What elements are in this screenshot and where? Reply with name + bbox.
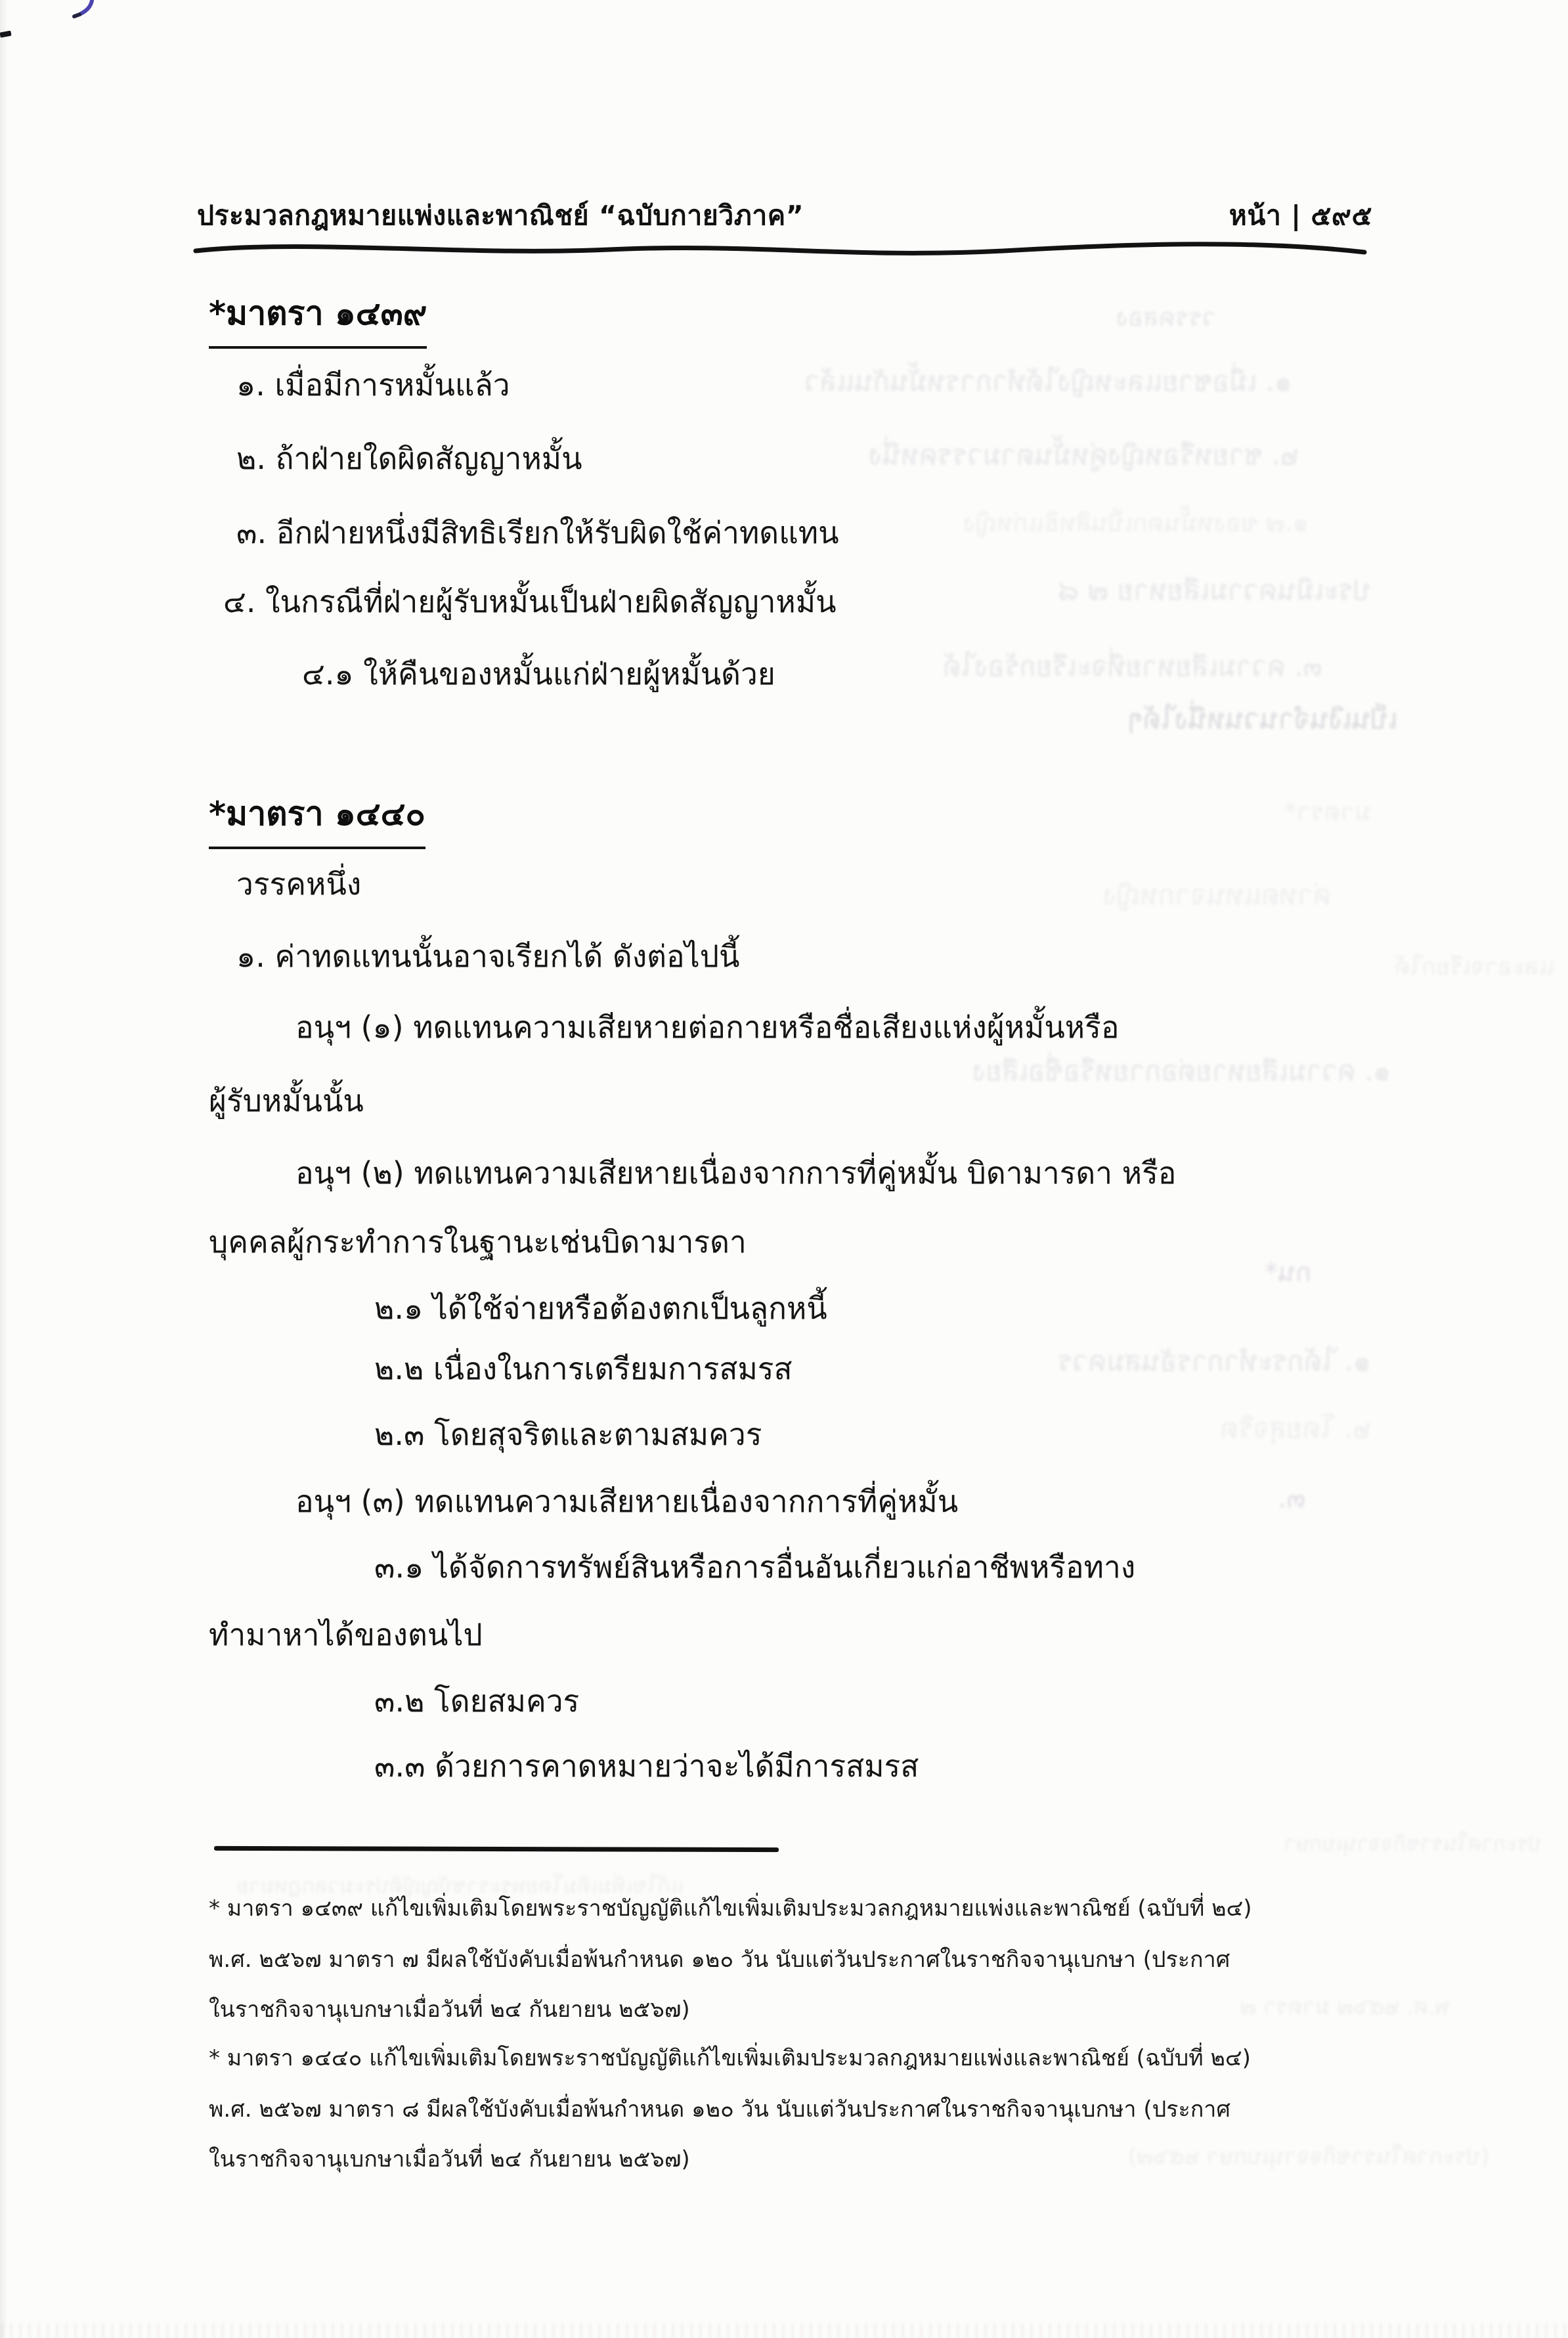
sub-clause: อนุฯ (๒) ทดแทนความเสียหายเนื่องจากการที่คู่หมั้น บิดามารดา หรือ bbox=[295, 1155, 1177, 1191]
bleedthrough-text: กน* bbox=[1265, 1258, 1312, 1288]
bleedthrough-text: แก้ไขเพิ่มเติมโดยพระราชบัญญัติประมวลกฎหมาย bbox=[236, 1873, 684, 1898]
continuation-line: ผู้รับหมั้นนั้น bbox=[209, 1083, 364, 1118]
bleedthrough-text: เป็นเงินจำนวนหนึ่งได้ๆ bbox=[1127, 703, 1397, 735]
bleedthrough-text: ประเมินความเสียหาย ๗ ๘ bbox=[1058, 574, 1371, 606]
list-item: ๑. เมื่อมีการหมั้นแล้ว bbox=[236, 367, 510, 403]
footnote-line: * มาตรา ๑๔๓๙ แก้ไขเพิ่มเติมโดยพระราชบัญญัติแก้ไขเพิ่มเติมประมวลกฎหมายแพ่งและพาณิชย์ (ฉบับที่ ๒๔) bbox=[209, 1895, 1252, 1922]
list-item: ๒. ถ้าฝ่ายใดผิดสัญญาหมั้น bbox=[236, 441, 582, 476]
section-heading: *มาตรา ๑๔๓๙ bbox=[209, 288, 427, 349]
pen-mark-icon bbox=[66, 0, 118, 33]
page-number: หน้า | ๕๙๕ bbox=[1229, 200, 1372, 231]
sub-clause: อนุฯ (๑) ทดแทนความเสียหายต่อกายหรือชื่อเสียงแห่งผู้หมั้นหรือ bbox=[295, 1009, 1120, 1045]
sub-list-item: ๓.๑ ได้จัดการทรัพย์สินหรือการอื่นอันเกี่ยวแก่อาชีพหรือทาง bbox=[374, 1549, 1136, 1585]
sub-clause: อนุฯ (๓) ทดแทนความเสียหายเนื่องจากการที่คู่หมั้น bbox=[295, 1484, 959, 1519]
continuation-line: บุคคลผู้กระทำการในฐานะเช่นบิดามารดา bbox=[209, 1224, 747, 1260]
bleedthrough-text: ประกาศในราชกิจจานุเบกษา bbox=[1283, 1831, 1542, 1856]
bleedthrough-text: ๑.๗ ของหมั้นตกเป็นสิทธิแก่หญิง bbox=[963, 508, 1309, 537]
sub-list-item: ๓.๓ ด้วยการคาดหมายว่าจะได้มีการสมรส bbox=[374, 1748, 919, 1784]
bleedthrough-text: ๑. ความเสียหายต่อกายหรือชื่อเสียง bbox=[972, 1055, 1391, 1087]
paragraph-label: วรรคหนึ่ง bbox=[236, 866, 362, 902]
footnote-line: * มาตรา ๑๔๔๐ แก้ไขเพิ่มเติมโดยพระราชบัญญัติแก้ไขเพิ่มเติมประมวลกฎหมายแพ่งและพาณิชย์ (ฉบับที่ ๒๔) bbox=[209, 2045, 1251, 2071]
footnote-line: พ.ศ. ๒๕๖๗ มาตรา ๘ มีผลใช้บังคับเมื่อพ้นกำหนด ๑๒๐ วัน นับแต่วันประกาศในราชกิจจานุเบกษา (ประกาศ bbox=[209, 2096, 1230, 2123]
bleedthrough-text: วรรคสอง bbox=[1116, 303, 1217, 332]
section-heading: *มาตรา ๑๔๔๐ bbox=[209, 788, 425, 849]
header-divider bbox=[189, 235, 1371, 267]
list-item: ๓. อีกฝ่ายหนึ่งมีสิทธิเรียกให้รับผิดใช้ค่าทดแทน bbox=[236, 515, 839, 550]
bleedthrough-text: ๓. ความเสียหายที่จะเรียกร้องได้ bbox=[942, 650, 1322, 682]
footnote-rule bbox=[214, 1846, 779, 1852]
list-item: ๑. ค่าทดแทนนั้นอาจเรียกได้ ดังต่อไปนี้ bbox=[236, 938, 740, 974]
bleedthrough-text: ๓. bbox=[1277, 1482, 1305, 1514]
list-item: ๔. ในกรณีที่ฝ่ายผู้รับหมั้นเป็นฝ่ายผิดสัญญาหมั้น bbox=[223, 584, 837, 619]
footnote-line: ในราชกิจจานุเบกษาเมื่อวันที่ ๒๔ กันยายน ๒๕๖๗) bbox=[209, 2146, 690, 2173]
bleedthrough-text: มาตรา* bbox=[1284, 797, 1371, 826]
bleedthrough-text: ๒. ชายหรือหญิงคู่หมั้นตามวรรคหนึ่ง bbox=[869, 439, 1299, 471]
footnote-line: ในราชกิจจานุเบกษาเมื่อวันที่ ๒๔ กันยายน ๒๕๖๗) bbox=[209, 1996, 690, 2023]
bleedthrough-text: (ประกาศในราชกิจจานุเบกษา ๒๕๖๗) bbox=[1127, 2144, 1489, 2170]
sub-list-item: ๒.๒ เนื่องในการเตรียมการสมรส bbox=[374, 1351, 793, 1386]
sub-list-item: ๒.๓ โดยสุจริตและตามสมควร bbox=[374, 1417, 762, 1452]
bleedthrough-text: ๑. เมื่อชายและหญิงได้ทำการหมั้นกันแล้ว bbox=[804, 365, 1292, 397]
bleedthrough-text: พ.ศ. ๒๕๖๗ มาตรา ๗ bbox=[1240, 1994, 1450, 2020]
bleedthrough-text: และอาจเรียกได้ bbox=[1395, 954, 1555, 981]
bleedthrough-text: ค่าทดแทนจากหญิง bbox=[1103, 879, 1332, 911]
bleedthrough-text: ๑. ได้กระทำการอันสมควร bbox=[1058, 1345, 1371, 1377]
scan-noise-strip bbox=[0, 2324, 1568, 2338]
page-header-title: ประมวลกฎหมายแพ่งและพาณิชย์ “ฉบับกายวิภาค” bbox=[197, 200, 804, 231]
sub-list-item: ๒.๑ ได้ใช้จ่ายหรือต้องตกเป็นลูกหนี้ bbox=[374, 1290, 827, 1326]
scan-edge-shadow bbox=[0, 0, 8, 2338]
bleedthrough-text: ๒. โดยสุจริต bbox=[1221, 1412, 1371, 1444]
ink-smudge bbox=[0, 31, 12, 38]
continuation-line: ทำมาหาได้ของตนไป bbox=[209, 1617, 483, 1652]
sub-list-item: ๔.๑ ให้คืนของหมั้นแก่ฝ่ายผู้หมั้นด้วย bbox=[302, 656, 775, 692]
footnote-line: พ.ศ. ๒๕๖๗ มาตรา ๗ มีผลใช้บังคับเมื่อพ้นกำหนด ๑๒๐ วัน นับแต่วันประกาศในราชกิจจานุเบกษา (ประกาศ bbox=[209, 1947, 1230, 1973]
sub-list-item: ๓.๒ โดยสมควร bbox=[374, 1683, 580, 1719]
